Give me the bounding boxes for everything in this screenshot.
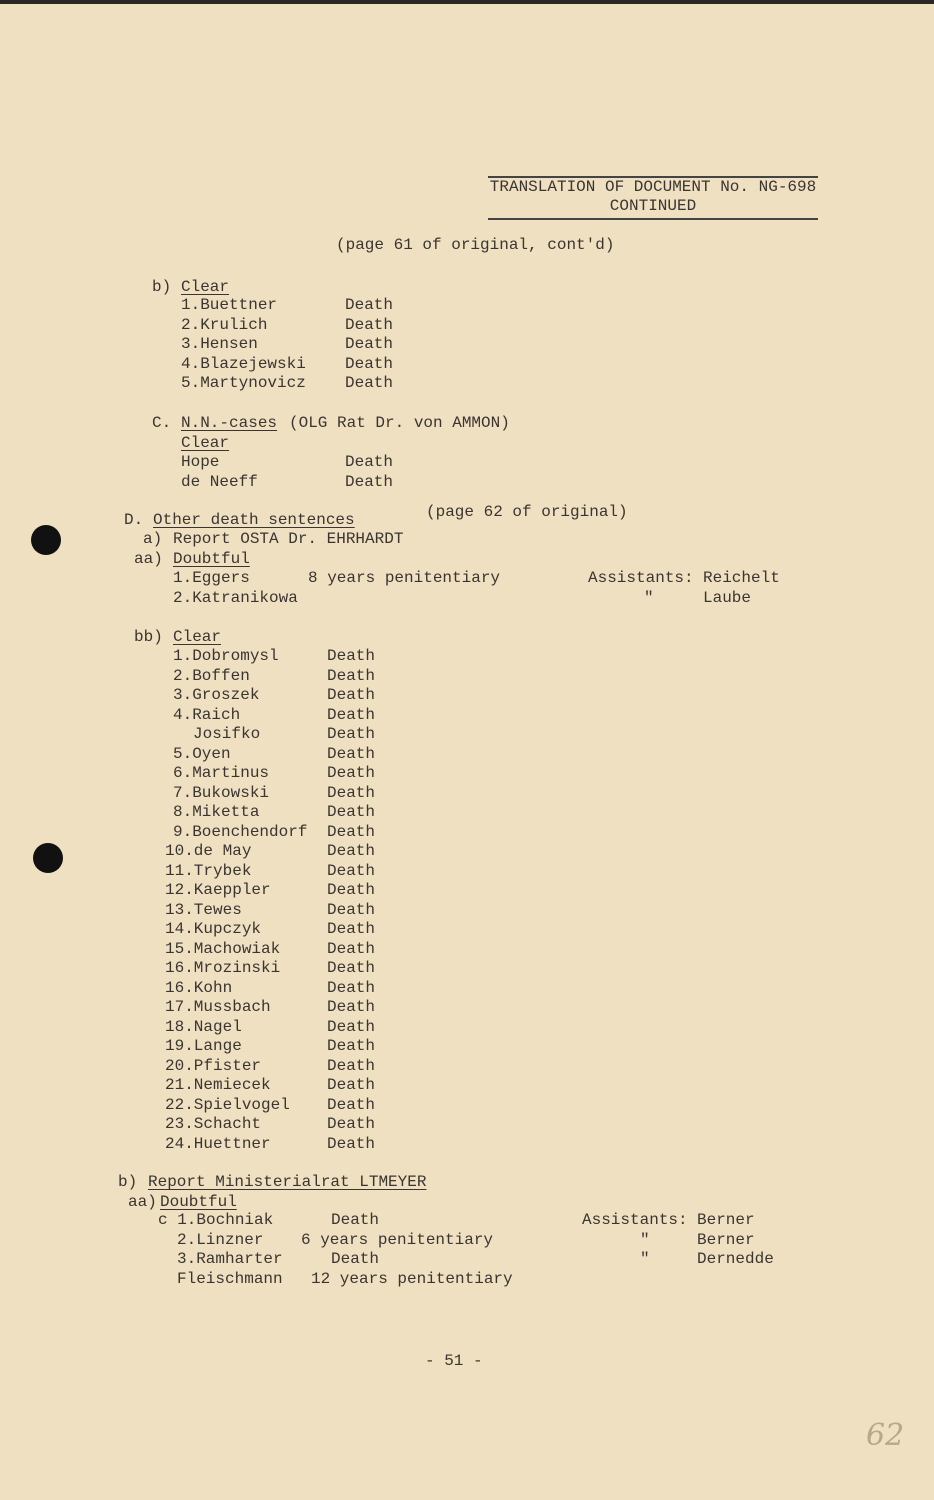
section-title: N.N.-cases xyxy=(181,414,278,432)
sentence: Death xyxy=(327,783,376,802)
sentence: Death xyxy=(327,1076,376,1094)
defendant-name: 5.Oyen xyxy=(173,744,231,763)
sentence: Death xyxy=(331,1211,380,1229)
defendant-name: 1.Buettner xyxy=(181,296,278,314)
subsection-label: b) xyxy=(118,1173,138,1191)
sentence: Death xyxy=(345,453,394,471)
page-note: (page 61 of original, cont'd) xyxy=(336,236,615,254)
sentence: Death xyxy=(327,725,376,743)
sentence: Death xyxy=(327,1037,376,1055)
sentence: Death xyxy=(327,705,376,724)
assistant-name: Dernedde xyxy=(697,1250,774,1268)
defendant-name: 2.Krulich xyxy=(181,315,268,334)
defendant-name: 16.Mrozinski xyxy=(165,959,281,977)
assistants-label: " xyxy=(644,588,654,607)
sentence: Death xyxy=(327,978,376,997)
defendant-name: 14.Kupczyk xyxy=(165,920,262,938)
subsection-label: bb) xyxy=(134,628,163,646)
defendant-name: 10.de May xyxy=(165,842,252,860)
sentence: Death xyxy=(327,1134,376,1153)
sentence: Death xyxy=(327,959,376,977)
sentence: Death xyxy=(327,1056,376,1075)
punch-hole xyxy=(31,525,61,555)
subsection-title: Clear xyxy=(173,628,222,646)
sentence: Death xyxy=(327,822,376,841)
defendant-name: 3.Ramharter xyxy=(177,1250,283,1268)
header-continued: CONTINUED xyxy=(609,197,697,215)
subsection-label: aa) xyxy=(134,550,163,568)
subsection-title: Doubtful xyxy=(173,550,250,568)
subsection-title: Doubtful xyxy=(160,1193,237,1211)
subsection-text: Report OSTA Dr. EHRHARDT xyxy=(173,530,404,548)
defendant-name: 22.Spielvogel xyxy=(165,1095,290,1114)
defendant-name: de Neeff xyxy=(181,472,258,491)
defendant-name: 24.Huettner xyxy=(165,1134,271,1153)
sentence: 6 years penitentiary xyxy=(301,1230,494,1249)
defendant-name: Hope xyxy=(181,453,220,471)
defendant-name: 15.Machowiak xyxy=(165,939,281,958)
sentence: 12 years penitentiary xyxy=(311,1269,513,1288)
sentence: Death xyxy=(327,1115,376,1133)
sentence: Death xyxy=(327,764,376,782)
section-label: D. xyxy=(124,511,144,529)
sentence: Death xyxy=(327,939,376,958)
defendant-name: 7.Bukowski xyxy=(173,783,270,802)
defendant-name: 5.Martynovicz xyxy=(181,374,306,392)
assistants-label: Assistants: xyxy=(582,1211,688,1229)
defendant-name: c 1.Bochniak xyxy=(158,1211,274,1229)
section-subtitle: Clear xyxy=(181,434,230,452)
defendant-name: 13.Tewes xyxy=(165,900,242,919)
sentence: Death xyxy=(327,666,376,685)
section-label: b) xyxy=(152,278,172,296)
sentence: Death xyxy=(327,686,376,704)
defendant-name: 19.Lange xyxy=(165,1037,242,1055)
page-note: (page 62 of original) xyxy=(426,503,628,521)
sentence: Death xyxy=(327,1095,376,1114)
sentence: Death xyxy=(345,354,394,373)
defendant-name: 8.Miketta xyxy=(173,803,260,821)
assistants-label: " xyxy=(640,1230,650,1249)
sentence: Death xyxy=(327,861,376,880)
defendant-name: 21.Nemiecek xyxy=(165,1076,271,1094)
defendant-name: 1.Dobromysl xyxy=(173,647,279,665)
subsection-text: Report Ministerialrat LTMEYER xyxy=(148,1173,427,1191)
assistant-name: Laube xyxy=(703,588,752,607)
defendant-name: 2.Katranikowa xyxy=(173,588,298,607)
page-number: - 51 - xyxy=(425,1352,483,1370)
sentence: Death xyxy=(327,998,376,1016)
sentence: Death xyxy=(345,296,394,314)
sentence: Death xyxy=(327,881,376,899)
sentence: Death xyxy=(327,842,376,860)
defendant-name: 6.Martinus xyxy=(173,764,270,782)
defendant-name: 17.Mussbach xyxy=(165,998,271,1016)
subsection-label: a) xyxy=(143,530,163,548)
sentence: Death xyxy=(327,900,376,919)
header-title: TRANSLATION OF DOCUMENT No. NG-698 xyxy=(489,178,817,196)
defendant-name: Josifko xyxy=(193,725,261,743)
sentence: Death xyxy=(327,920,376,938)
defendant-name: 18.Nagel xyxy=(165,1017,242,1036)
defendant-name: Fleischmann xyxy=(177,1269,283,1288)
defendant-name: 4.Blazejewski xyxy=(181,354,306,373)
top-edge xyxy=(0,0,934,4)
defendant-name: 23.Schacht xyxy=(165,1115,262,1133)
assistant-name: Reichelt xyxy=(703,569,780,587)
defendant-name: 1.Eggers xyxy=(173,569,250,587)
sentence: Death xyxy=(345,315,394,334)
defendant-name: 11.Trybek xyxy=(165,861,252,880)
sentence: Death xyxy=(331,1250,380,1268)
assistants-label: Assistants: xyxy=(588,569,694,587)
assistants-label: " xyxy=(640,1250,650,1268)
sentence: Death xyxy=(327,647,376,665)
section-title: Clear xyxy=(181,278,230,296)
defendant-name: 9.Boenchendorf xyxy=(173,822,308,841)
sentence: Death xyxy=(345,374,394,392)
section-label: C. xyxy=(152,414,172,432)
sentence: Death xyxy=(327,744,376,763)
defendant-name: 3.Groszek xyxy=(173,686,260,704)
sentence: 8 years penitentiary xyxy=(308,569,501,587)
sentence: Death xyxy=(345,335,394,353)
sentence: Death xyxy=(345,472,394,491)
defendant-name: 2.Linzner xyxy=(177,1230,264,1249)
subsection-label: aa) xyxy=(128,1193,157,1211)
defendant-name: 3.Hensen xyxy=(181,335,258,353)
defendant-name: 12.Kaeppler xyxy=(165,881,271,899)
document-header xyxy=(488,176,818,220)
defendant-name: 4.Raich xyxy=(173,705,241,724)
punch-hole xyxy=(33,843,63,873)
defendant-name: 2.Boffen xyxy=(173,666,250,685)
defendant-name: 16.Kohn xyxy=(165,978,233,997)
handwritten-page-number: 62 xyxy=(866,1418,905,1453)
sentence: Death xyxy=(327,803,376,821)
section-note: (OLG Rat Dr. von AMMON) xyxy=(289,414,510,432)
assistant-name: Berner xyxy=(697,1230,755,1249)
assistant-name: Berner xyxy=(697,1211,755,1229)
section-title: Other death sentences xyxy=(153,511,355,529)
defendant-name: 20.Pfister xyxy=(165,1056,262,1075)
sentence: Death xyxy=(327,1017,376,1036)
